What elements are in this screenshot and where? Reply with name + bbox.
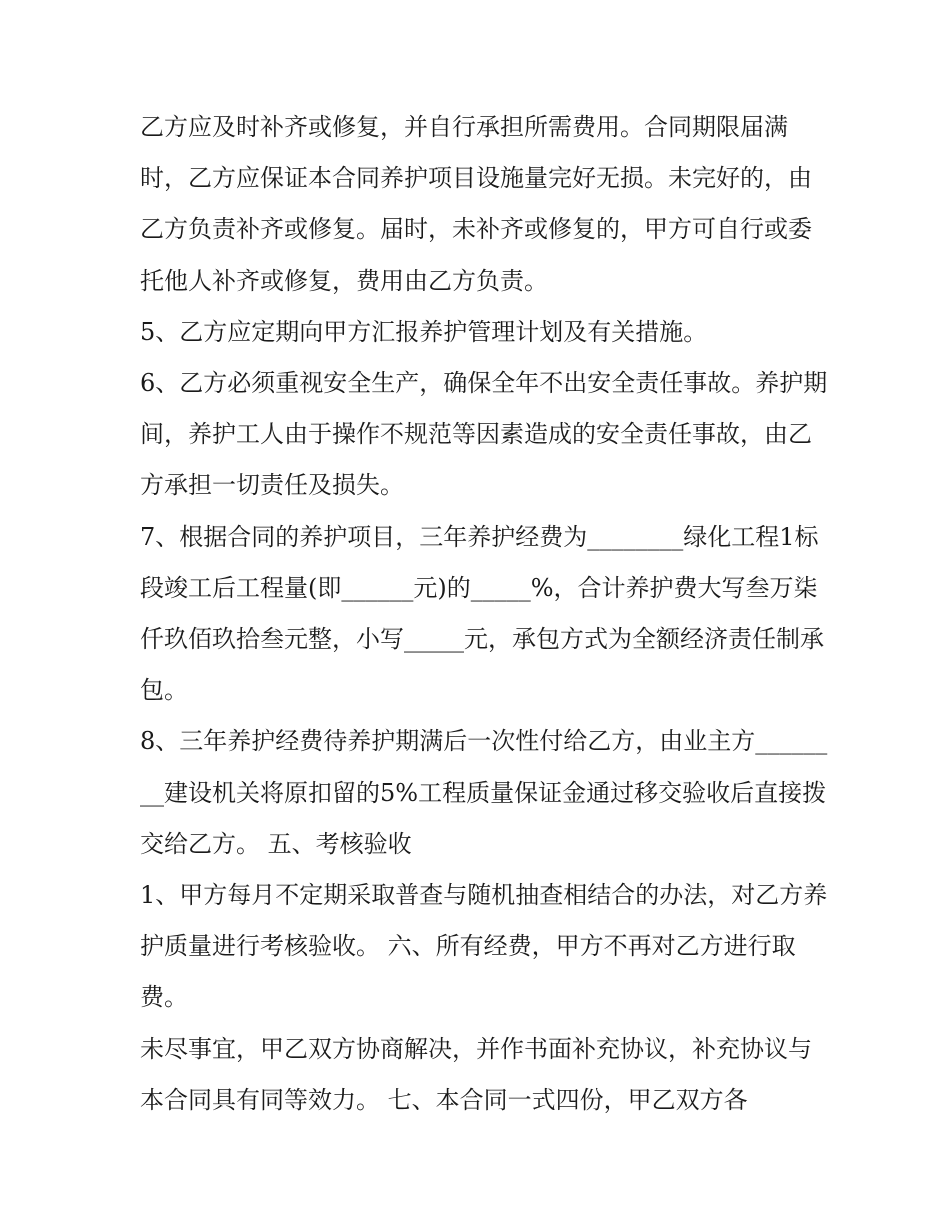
contract-body-text bbox=[140, 102, 830, 1126]
paragraph-repair-obligation: 乙方应及时补齐或修复，并自行承担所需费用。合同期限届满时，乙方应保证本合同养护项目设施量完好无损。未完好的，由乙方负责补齐或修复。届时，未补齐或修复的，甲方可自行或委托他人补齐或修复，费用由乙方负责。 bbox=[140, 113, 812, 295]
paragraph-item-8-payment: 8、三年养护经费待养护期满后一次性付给乙方，由业主方________建设机关将原扣留的5%工程质量保证金通过移交验收后直接拨交给乙方。 五、考核验收 bbox=[140, 727, 828, 858]
paragraph-item-6-safety: 6、乙方必须重视安全生产，确保全年不出安全责任事故。养护期间，养护工人由于操作不规范等因素造成的安全责任事故，由乙方承担一切责任及损失。 bbox=[140, 369, 828, 500]
paragraph-supplementary-agreement: 未尽事宜，甲乙双方协商解决，并作书面补充协议，补充协议与本合同具有同等效力。 七、本合同一式四份，甲乙双方各 bbox=[140, 1034, 812, 1114]
paragraph-item-1-inspection: 1、甲方每月不定期采取普查与随机抽查相结合的办法，对乙方养护质量进行考核验收。 六、所有经费，甲方不再对乙方进行取费。 bbox=[140, 881, 828, 1012]
paragraph-item-7-maintenance-fee: 7、根据合同的养护项目，三年养护经费为________绿化工程1标段竣工后工程量(即______元)的_____%，合计养护费大写叁万柒仟玖佰玖拾叁元整，小写_____元，承包方式为全额经济责任制承包。 bbox=[140, 522, 824, 705]
paragraph-item-5-reporting: 5、乙方应定期向甲方汇报养护管理计划及有关措施。 bbox=[140, 317, 708, 346]
